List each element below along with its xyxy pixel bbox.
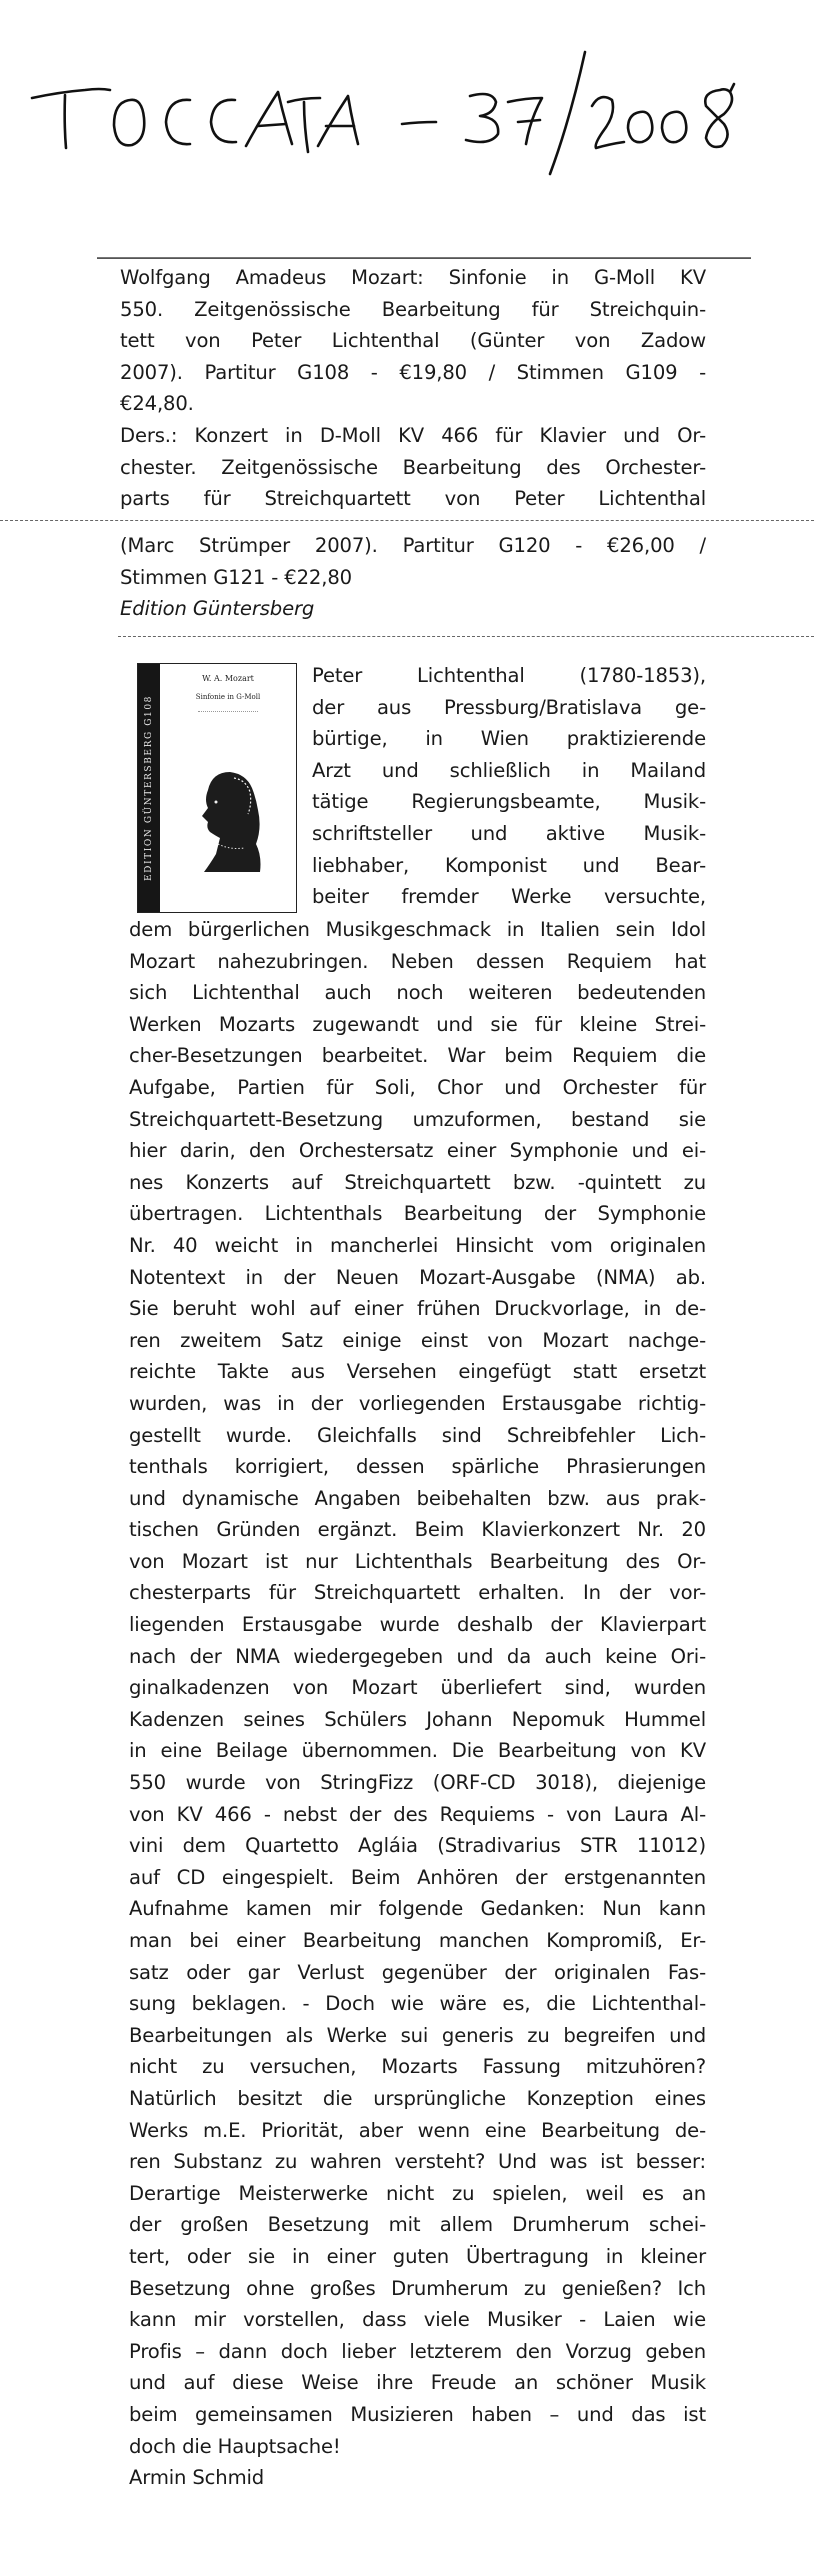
article-line: kann mir vorstellen, dass viele Musiker - Laien wie	[129, 2308, 706, 2332]
bibliography-entry-2	[120, 420, 706, 515]
article-line: hier darin, den Orchestersatz einer Symphonie und ei-	[129, 1139, 706, 1163]
author-signature: Armin Schmid	[129, 2466, 265, 2490]
mozart-portrait-icon	[190, 764, 270, 874]
entry2-line: Stimmen G121 - €22,80	[120, 565, 352, 589]
article-line: nach der NMA wiedergegeben und da auch keine Ori-	[129, 1644, 706, 1668]
article-line: beiter fremder Werke versuchte,	[312, 885, 706, 909]
middle-rule	[0, 520, 814, 522]
article-line: Werken Mozarts zugewandt und sie für kleine Strei-	[129, 1012, 706, 1036]
article-line: Mozart nahezubringen. Neben dessen Requiem hat	[129, 949, 706, 973]
entry2-line: chester. Zeitgenössische Bearbeitung des Orchester-	[120, 455, 706, 479]
article-line: reichte Takte aus Versehen eingefügt statt ersetzt	[129, 1360, 706, 1384]
article-line: Nr. 40 weicht in mancherlei Hinsicht vom originalen	[129, 1233, 706, 1257]
cover-composer: W. A. Mozart	[202, 674, 254, 683]
article-line: Sie beruht wohl auf einer frühen Druckvorlage, in de-	[129, 1297, 706, 1321]
cover-spine	[138, 664, 160, 912]
article-body	[129, 914, 706, 2494]
article-line: Profis – dann doch lieber letzterem den Vorzug geben	[129, 2339, 706, 2363]
handwriting-strokes	[30, 40, 790, 180]
article-line: Kadenzen seines Schülers Johann Nepomuk Hummel	[129, 1707, 706, 1731]
article-line: ren Substanz zu wahren versteht? Und was ist besser:	[129, 2150, 706, 2174]
article-line: von KV 466 - nebst der des Requiems - von Laura Al-	[129, 1802, 706, 1826]
article-line: tätige Regierungsbeamte, Musik-	[312, 790, 706, 814]
article-line: Natürlich besitzt die ursprüngliche Konzeption eines	[129, 2086, 706, 2110]
entry2-line: parts für Streichquartett von Peter Lichtenthal	[120, 487, 706, 511]
bibliography-entry-2-continued	[120, 530, 706, 625]
bibliography-entry-1	[120, 262, 706, 420]
article-line: sung beklagen. - Doch wie wäre es, die Lichtenthal-	[129, 1992, 706, 2016]
article-line: Aufgabe, Partien für Soli, Chor und Orchester für	[129, 1075, 706, 1099]
cover-title: Sinfonie in G-Moll	[195, 693, 261, 701]
article-line: Werks m.E. Priorität, aber wenn eine Bearbeitung de-	[129, 2118, 706, 2142]
article-line: der aus Pressburg/Bratislava ge-	[312, 695, 706, 719]
entry1-line: 2007). Partitur G108 - €19,80 / Stimmen G109 -	[120, 360, 706, 384]
article-line: in eine Beilage übernommen. Die Bearbeitung von KV	[129, 1739, 706, 1763]
article-line: übertragen. Lichtenthals Bearbeitung der Symphonie	[129, 1202, 706, 1226]
article-line: 550 wurde von StringFizz (ORF-CD 3018), diejenige	[129, 1771, 706, 1795]
article-line: ren zweitem Satz einige einst von Mozart nachge-	[129, 1328, 706, 1352]
article-line: tenthals korrigiert, dessen spärliche Phrasierungen	[129, 1455, 706, 1479]
article-line: gestellt wurde. Gleichfalls sind Schreibfehler Lich-	[129, 1423, 706, 1447]
article-line: Aufnahme kamen mir folgende Gedanken: Nun kann	[129, 1897, 706, 1921]
article-line: dem bürgerlichen Musikgeschmack in Italien sein Idol	[129, 918, 706, 941]
article-line: liebhaber, Komponist und Bear-	[312, 853, 706, 877]
article-line: der großen Besetzung mit allem Drumherum schei-	[129, 2213, 706, 2237]
article-line: cher-Besetzungen bearbeitet. War beim Requiem die	[129, 1044, 706, 1068]
publisher-name: Edition Güntersberg	[120, 597, 315, 621]
entry1-line: tett von Peter Lichtenthal (Günter von Zadow	[120, 329, 706, 353]
article-line: und auf diese Weise ihre Freude an schöner Musik	[129, 2371, 706, 2395]
entry1-line: 550. Zeitgenössische Bearbeitung für Streichquin-	[120, 297, 706, 321]
article-line: Peter Lichtenthal (1780-1853),	[312, 664, 706, 687]
article-line: bürtige, in Wien praktizierende	[312, 727, 706, 751]
entry2-line: Ders.: Konzert in D-Moll KV 466 für Klavier und Or-	[120, 424, 706, 447]
article-line: sich Lichtenthal auch noch weiteren bedeutenden	[129, 981, 706, 1005]
article-intro	[312, 660, 706, 913]
article-line: man bei einer Bearbeitung manchen Kompromiß, Er-	[129, 1929, 706, 1952]
article-line: Besetzung ohne großes Drumherum zu genießen? Ich	[129, 2276, 706, 2300]
article-line: liegenden Erstausgabe wurde deshalb der Klavierpart	[129, 1613, 706, 1637]
handwritten-annotation	[30, 40, 790, 180]
article-line: Bearbeitungen als Werke sui generis zu begreifen und	[129, 2023, 706, 2047]
top-rule	[97, 257, 751, 259]
entry2-line: (Marc Strümper 2007). Partitur G120 - €26,00 /	[120, 534, 706, 557]
article-line: Derartige Meisterwerke nicht zu spielen, weil es an	[129, 2181, 706, 2205]
article-line: chesterparts für Streichquartett erhalten. In der vor-	[129, 1581, 706, 1605]
article-line: vini dem Quartetto Agláia (Stradivarius STR 11012)	[129, 1834, 706, 1858]
article-line: beim gemeinsamen Musizieren haben – und das ist	[129, 2402, 706, 2426]
article-line: Streichquartett-Besetzung umzuformen, bestand sie	[129, 1107, 706, 1131]
cover-spine-text: EDITION GÜNTERSBERG G108	[144, 695, 154, 881]
article-line: wurden, was in der vorliegenden Erstausgabe richtig-	[129, 1391, 706, 1415]
article-line: Arzt und schließlich in Mailand	[312, 758, 706, 782]
article-line: doch die Hauptsache!	[129, 2434, 341, 2458]
article-line: nicht zu versuchen, Mozarts Fassung mitzuhören?	[129, 2055, 706, 2079]
cover-subtitle-placeholder	[198, 711, 258, 714]
article-line: Notentext in der Neuen Mozart-Ausgabe (NMA) ab.	[129, 1265, 706, 1289]
article-line: tert, oder sie in einer guten Übertragung in kleiner	[129, 2244, 706, 2268]
cover-face	[160, 664, 296, 912]
article-line: auf CD eingespielt. Beim Anhören der erstgenannten	[129, 1865, 706, 1889]
article-line: und dynamische Angaben beibehalten bzw. aus prak-	[129, 1486, 706, 1510]
article-top-rule	[118, 636, 814, 638]
book-cover-image	[137, 663, 297, 913]
entry1-line: €24,80.	[120, 392, 194, 416]
article-line: nes Konzerts auf Streichquartett bzw. -quintett zu	[129, 1170, 706, 1194]
article-line: von Mozart ist nur Lichtenthals Bearbeitung des Or-	[129, 1549, 706, 1573]
entry1-line: Wolfgang Amadeus Mozart: Sinfonie in G-Moll KV	[120, 266, 706, 289]
article-line: schriftsteller und aktive Musik-	[312, 821, 706, 845]
article-line: satz oder gar Verlust gegenüber der originalen Fas-	[129, 1960, 706, 1984]
article-line: tischen Gründen ergänzt. Beim Klavierkonzert Nr. 20	[129, 1518, 706, 1542]
article-line: ginalkadenzen von Mozart überliefert sind, wurden	[129, 1676, 706, 1700]
